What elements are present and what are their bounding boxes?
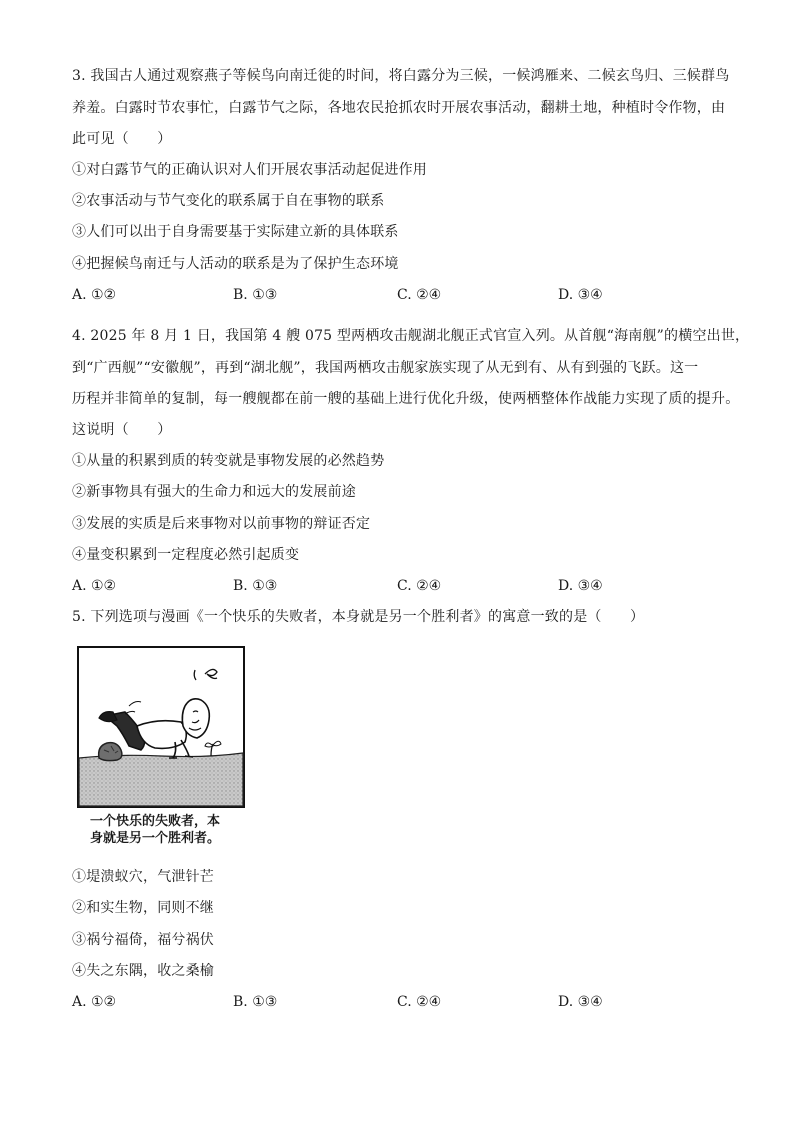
q5-option-a[interactable]: A. ①② xyxy=(72,994,117,1010)
q5-statement-1: ①堤溃蚁穴，气泄针芒 xyxy=(72,869,214,885)
q3-option-a[interactable]: A. ①② xyxy=(72,287,117,303)
q4-stem-line-2: 到“广西舰”“安徽舰”，再到“湖北舰”，我国两栖攻击舰家族实现了从无到有、从有到强的飞跃。这一 xyxy=(72,360,699,376)
q5-statement-2: ②和实生物，同则不继 xyxy=(72,900,214,916)
q5-option-b[interactable]: B. ①③ xyxy=(233,994,278,1010)
q3-option-d[interactable]: D. ③④ xyxy=(558,287,603,303)
q4-option-a[interactable]: A. ①② xyxy=(72,578,117,594)
q4-stem-line-4: 这说明（ ） xyxy=(72,422,172,438)
q4-stem-line-1: 4. 2025 年 8 月 1 日，我国第 4 艘 075 型两栖攻击舰湖北舰正式官宣入列。从首舰“海南舰”的横空出世， xyxy=(72,328,750,344)
q4-option-c[interactable]: C. ②④ xyxy=(397,578,442,594)
q3-statement-4: ④把握候鸟南迁与人活动的联系是为了保护生态环境 xyxy=(72,256,399,272)
q4-option-d[interactable]: D. ③④ xyxy=(558,578,603,594)
q4-statement-1: ①从量的积累到质的转变就是事物发展的必然趋势 xyxy=(72,453,385,469)
q5-stem: 5. 下列选项与漫画《一个快乐的失败者，本身就是另一个胜利者》的寓意一致的是（ ） xyxy=(72,609,645,625)
q4-option-b[interactable]: B. ①③ xyxy=(233,578,278,594)
q3-stem-line-2: 养羞。白露时节农事忙，白露节气之际，各地农民抢抓农时开展农事活动，翻耕土地，种植时令作物，由 xyxy=(72,100,726,116)
q3-stem-line-1: 3. 我国古人通过观察燕子等候鸟向南迁徙的时间，将白露分为三候，一候鸿雁来、二候玄鸟归、三候群鸟 xyxy=(72,68,730,84)
q5-option-c[interactable]: C. ②④ xyxy=(397,994,442,1010)
q3-option-b[interactable]: B. ①③ xyxy=(233,287,278,303)
q4-statement-4: ④量变积累到一定程度必然引起质变 xyxy=(72,547,300,563)
q4-statement-2: ②新事物具有强大的生命力和远大的发展前途 xyxy=(72,484,356,500)
cartoon-caption-line-1: 一个快乐的失败者，本 xyxy=(90,814,221,829)
q4-statement-3: ③发展的实质是后来事物对以前事物的辩证否定 xyxy=(72,516,371,532)
q5-statement-4: ④失之东隅，收之桑榆 xyxy=(72,963,214,979)
cartoon-image xyxy=(77,646,245,808)
q3-stem-line-3: 此可见（ ） xyxy=(72,131,172,147)
cartoon-caption-line-2: 身就是另一个胜利者。 xyxy=(90,831,221,846)
q5-statement-3: ③祸兮福倚，福兮祸伏 xyxy=(72,932,214,948)
q4-stem-line-3: 历程并非简单的复制，每一艘舰都在前一艘的基础上进行优化升级，使两栖整体作战能力实现了质的提升。 xyxy=(72,391,740,407)
q3-option-c[interactable]: C. ②④ xyxy=(397,287,442,303)
q3-statement-1: ①对白露节气的正确认识对人们开展农事活动起促进作用 xyxy=(72,162,427,178)
q3-statement-3: ③人们可以出于自身需要基于实际建立新的具体联系 xyxy=(72,224,399,240)
q5-option-d[interactable]: D. ③④ xyxy=(558,994,603,1010)
q3-statement-2: ②农事活动与节气变化的联系属于自在事物的联系 xyxy=(72,193,385,209)
